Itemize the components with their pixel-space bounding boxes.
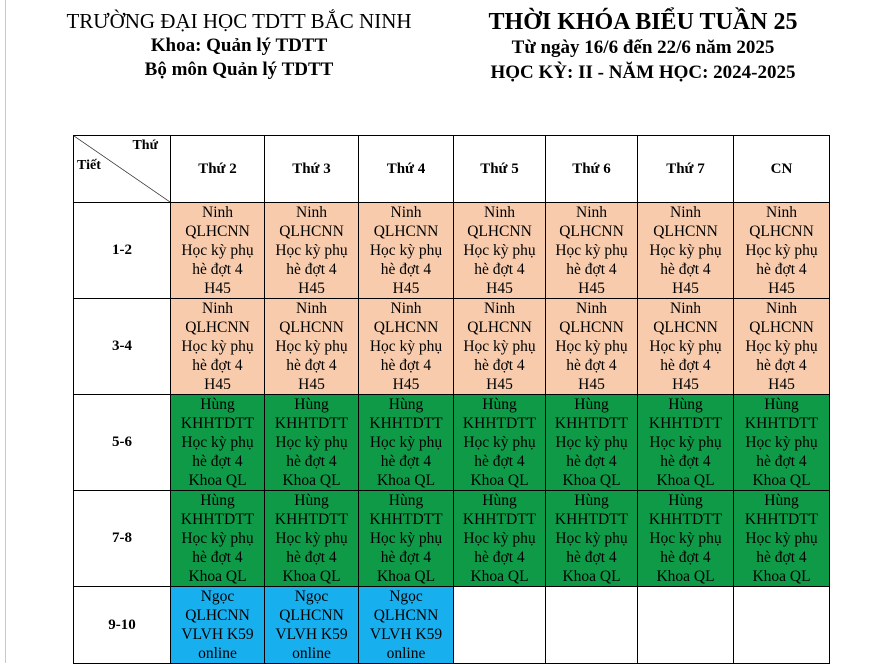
corner-cell xyxy=(74,136,171,203)
empty-cell xyxy=(734,587,830,664)
class-cell-line: Học kỳ phụ xyxy=(463,338,536,355)
class-cell-line: Hùng xyxy=(574,492,609,509)
class-cell-line: hè đợt 4 xyxy=(286,357,337,374)
class-cell-line: KHHTDTT xyxy=(274,415,349,432)
class-cell-line: Học kỳ phụ xyxy=(463,434,536,451)
class-cell-line: Học kỳ phụ xyxy=(463,242,536,259)
class-cell xyxy=(359,299,454,395)
day-header: Thứ 5 xyxy=(454,136,546,203)
day-header: Thứ 3 xyxy=(265,136,359,203)
class-cell-line: QLHCNN xyxy=(653,319,718,336)
class-cell-line: Học kỳ phụ xyxy=(181,434,254,451)
class-cell-line: QLHCNN xyxy=(185,223,250,240)
class-cell-line: KHHTDTT xyxy=(462,511,537,528)
header-left xyxy=(54,8,424,82)
class-cell-line: hè đợt 4 xyxy=(474,549,525,566)
class-cell-line: Ngọc xyxy=(200,588,235,605)
class-cell-line: Học kỳ phụ xyxy=(181,242,254,259)
class-cell-line: Hùng xyxy=(388,396,424,413)
class-cell-line: online xyxy=(292,645,331,662)
class-cell xyxy=(454,299,546,395)
class-cell-line: KHHTDTT xyxy=(462,415,537,432)
class-cell-line: H45 xyxy=(298,280,325,297)
class-cell-line: hè đợt 4 xyxy=(566,453,617,470)
class-cell-line: Học kỳ phụ xyxy=(649,434,722,451)
class-cell-line: QLHCNN xyxy=(279,319,344,336)
class-cell-line: Học kỳ phụ xyxy=(463,530,536,547)
class-cell xyxy=(171,395,265,491)
class-cell xyxy=(171,587,265,664)
class-cell-line: Học kỳ phụ xyxy=(555,530,628,547)
class-cell-line: Khoa QL xyxy=(376,568,436,585)
class-cell-line: H45 xyxy=(486,280,513,297)
class-cell-line: Hùng xyxy=(764,492,799,509)
class-cell-line: Khoa QL xyxy=(282,568,341,585)
period-label: 7-8 xyxy=(74,491,171,587)
date-range: Từ ngày 16/6 đến 22/6 năm 2025 xyxy=(511,37,775,58)
class-cell-line: Hùng xyxy=(764,396,799,413)
class-cell-line: VLVH K59 xyxy=(369,626,443,643)
class-cell-line: Học kỳ phụ xyxy=(369,338,443,355)
class-cell xyxy=(638,299,734,395)
class-cell-line: Hùng xyxy=(668,396,703,413)
class-cell-line: Học kỳ phụ xyxy=(555,242,628,259)
class-cell-line: Học kỳ phụ xyxy=(181,530,254,547)
class-cell-line: hè đợt 4 xyxy=(756,549,807,566)
class-cell xyxy=(359,203,454,299)
class-cell-line: QLHCNN xyxy=(185,319,250,336)
class-cell-line: Ninh xyxy=(766,300,797,317)
class-cell-line: Khoa QL xyxy=(562,472,621,489)
class-cell-line: Khoa QL xyxy=(282,472,341,489)
class-cell-line: H45 xyxy=(486,376,513,393)
class-cell-line: Khoa QL xyxy=(656,568,715,585)
class-cell-line: hè đợt 4 xyxy=(474,453,525,470)
class-cell-line: H45 xyxy=(578,280,605,297)
class-cell xyxy=(546,299,638,395)
timetable-row xyxy=(74,587,830,664)
class-cell xyxy=(265,395,359,491)
class-cell-line: H45 xyxy=(204,376,231,393)
class-cell-line: Học kỳ phụ xyxy=(369,242,443,259)
class-cell-line: Ninh xyxy=(576,300,607,317)
page-edge xyxy=(5,0,6,663)
class-cell-line: Học kỳ phụ xyxy=(181,338,254,355)
class-cell-line: KHHTDTT xyxy=(274,511,349,528)
class-cell-line: KHHTDTT xyxy=(554,415,629,432)
class-cell-line: hè đợt 4 xyxy=(756,261,807,278)
class-cell-line: Khoa QL xyxy=(470,472,529,489)
class-cell xyxy=(265,203,359,299)
class-cell-line: QLHCNN xyxy=(559,319,624,336)
class-cell-line: Ninh xyxy=(670,300,701,317)
class-cell-line: Khoa QL xyxy=(188,472,247,489)
class-cell-line: hè đợt 4 xyxy=(660,549,711,566)
class-cell-line: Khoa QL xyxy=(188,568,247,585)
class-cell-line: Ninh xyxy=(296,300,327,317)
class-cell-line: hè đợt 4 xyxy=(380,453,432,470)
timetable xyxy=(73,135,830,664)
class-cell-line: Khoa QL xyxy=(752,472,811,489)
class-cell-line: Học kỳ phụ xyxy=(649,338,722,355)
class-cell-line: KHHTDTT xyxy=(744,511,819,528)
class-cell-line: Học kỳ phụ xyxy=(369,434,443,451)
class-cell xyxy=(638,203,734,299)
class-cell-line: QLHCNN xyxy=(749,319,814,336)
class-cell-line: VLVH K59 xyxy=(181,626,254,643)
class-cell xyxy=(265,491,359,587)
class-cell-line: KHHTDTT xyxy=(554,511,629,528)
class-cell-line: hè đợt 4 xyxy=(660,261,711,278)
timetable-row xyxy=(74,395,830,491)
class-cell-line: Ninh xyxy=(202,300,233,317)
class-cell xyxy=(265,587,359,664)
class-cell-line: QLHCNN xyxy=(467,319,532,336)
class-cell-line: hè đợt 4 xyxy=(192,549,243,566)
class-cell-line: Học kỳ phụ xyxy=(275,338,348,355)
class-cell-line: Ninh xyxy=(766,204,797,221)
class-cell-line: Hùng xyxy=(294,396,329,413)
class-cell-line: Ngọc xyxy=(294,588,329,605)
class-cell-line: H45 xyxy=(768,280,795,297)
department-name: Bộ môn Quản lý TDTT xyxy=(144,59,334,80)
class-cell xyxy=(546,395,638,491)
class-cell-line: QLHCNN xyxy=(653,223,718,240)
class-cell-line: Khoa QL xyxy=(752,568,811,585)
class-cell-line: Hùng xyxy=(294,492,329,509)
class-cell xyxy=(734,203,830,299)
class-cell-line: Học kỳ phụ xyxy=(555,434,628,451)
class-cell-line: hè đợt 4 xyxy=(192,261,243,278)
class-cell xyxy=(454,491,546,587)
class-cell-line: hè đợt 4 xyxy=(474,261,525,278)
day-header: Thứ 4 xyxy=(359,136,454,203)
class-cell-line: hè đợt 4 xyxy=(380,261,432,278)
class-cell-line: KHHTDTT xyxy=(744,415,819,432)
class-cell-line: hè đợt 4 xyxy=(566,549,617,566)
class-cell xyxy=(171,299,265,395)
class-cell-line: QLHCNN xyxy=(279,607,344,624)
class-cell-line: online xyxy=(198,645,237,662)
class-cell-line: Khoa QL xyxy=(376,472,436,489)
class-cell xyxy=(359,587,454,664)
timetable-row xyxy=(74,203,830,299)
class-cell-line: QLHCNN xyxy=(279,223,344,240)
class-cell-line: Ninh xyxy=(390,300,422,317)
empty-cell xyxy=(546,587,638,664)
class-cell-line: hè đợt 4 xyxy=(474,357,525,374)
class-cell-line: QLHCNN xyxy=(373,607,439,624)
class-cell xyxy=(454,203,546,299)
period-label: 3-4 xyxy=(74,299,171,395)
class-cell-line: Ninh xyxy=(202,204,233,221)
school-name: TRƯỜNG ĐẠI HỌC TDTT BẮC NINH xyxy=(66,9,412,33)
timetable-row xyxy=(74,491,830,587)
class-cell-line: Học kỳ phụ xyxy=(555,338,628,355)
class-cell-line: online xyxy=(386,645,426,662)
class-cell xyxy=(171,491,265,587)
class-cell-line: Hùng xyxy=(200,492,235,509)
class-cell-line: Học kỳ phụ xyxy=(745,530,818,547)
class-cell-line: Hùng xyxy=(482,396,517,413)
period-label: 9-10 xyxy=(74,587,171,664)
day-header: CN xyxy=(734,136,830,203)
day-header: Thứ 7 xyxy=(638,136,734,203)
class-cell-line: hè đợt 4 xyxy=(380,357,432,374)
class-cell xyxy=(638,395,734,491)
faculty-name: Khoa: Quản lý TDTT xyxy=(150,35,328,56)
class-cell-line: Hùng xyxy=(574,396,609,413)
class-cell-line: H45 xyxy=(672,376,699,393)
class-cell-line: Khoa QL xyxy=(562,568,621,585)
class-cell-line: VLVH K59 xyxy=(275,626,348,643)
class-cell xyxy=(638,491,734,587)
class-cell-line: KHHTDTT xyxy=(180,511,255,528)
class-cell-line: H45 xyxy=(672,280,699,297)
class-cell xyxy=(734,395,830,491)
class-cell-line: Hùng xyxy=(482,492,517,509)
class-cell-line: Ninh xyxy=(484,300,515,317)
class-cell-line: Ngọc xyxy=(389,588,423,605)
class-cell-line: KHHTDTT xyxy=(180,415,255,432)
class-cell-line: Ninh xyxy=(390,204,422,221)
class-cell-line: hè đợt 4 xyxy=(192,357,243,374)
class-cell-line: Học kỳ phụ xyxy=(275,242,348,259)
class-cell-line: hè đợt 4 xyxy=(756,453,807,470)
class-cell xyxy=(359,491,454,587)
class-cell-line: Học kỳ phụ xyxy=(745,434,818,451)
class-cell-line: hè đợt 4 xyxy=(660,453,711,470)
class-cell-line: Học kỳ phụ xyxy=(745,242,818,259)
class-cell-line: hè đợt 4 xyxy=(286,453,337,470)
class-cell xyxy=(265,299,359,395)
period-label: 1-2 xyxy=(74,203,171,299)
class-cell-line: hè đợt 4 xyxy=(286,549,337,566)
timetable-row xyxy=(74,299,830,395)
corner-day-label: Thứ xyxy=(132,138,158,153)
class-cell-line: Học kỳ phụ xyxy=(745,338,818,355)
class-cell-line: Ninh xyxy=(484,204,515,221)
class-cell-line: KHHTDTT xyxy=(648,511,723,528)
class-cell-line: H45 xyxy=(392,280,420,297)
class-cell xyxy=(734,299,830,395)
class-cell-line: QLHCNN xyxy=(467,223,532,240)
class-cell-line: hè đợt 4 xyxy=(566,357,617,374)
class-cell-line: H45 xyxy=(768,376,795,393)
header-right xyxy=(450,8,836,86)
class-cell-line: H45 xyxy=(298,376,325,393)
class-cell xyxy=(546,203,638,299)
empty-cell xyxy=(638,587,734,664)
page-title: THỜI KHÓA BIỂU TUẦN 25 xyxy=(488,9,798,35)
class-cell-line: Học kỳ phụ xyxy=(649,530,722,547)
class-cell xyxy=(734,491,830,587)
class-cell-line: Hùng xyxy=(668,492,703,509)
class-cell-line: Hùng xyxy=(200,396,235,413)
class-cell-line: hè đợt 4 xyxy=(756,357,807,374)
class-cell-line: Học kỳ phụ xyxy=(649,242,722,259)
day-header: Thứ 6 xyxy=(546,136,638,203)
class-cell-line: Khoa QL xyxy=(656,472,715,489)
class-cell xyxy=(171,203,265,299)
class-cell-line: Khoa QL xyxy=(470,568,529,585)
class-cell-line: H45 xyxy=(204,280,231,297)
class-cell-line: QLHCNN xyxy=(749,223,814,240)
semester-info: HỌC KỲ: II - NĂM HỌC: 2024-2025 xyxy=(490,62,796,83)
class-cell-line: Ninh xyxy=(576,204,607,221)
class-cell-line: H45 xyxy=(392,376,420,393)
class-cell-line: H45 xyxy=(578,376,605,393)
class-cell-line: hè đợt 4 xyxy=(192,453,243,470)
class-cell-line: KHHTDTT xyxy=(648,415,723,432)
class-cell xyxy=(454,395,546,491)
class-cell-line: Ninh xyxy=(296,204,327,221)
class-cell-line: hè đợt 4 xyxy=(660,357,711,374)
class-cell-line: Học kỳ phụ xyxy=(369,530,443,547)
class-cell-line: Ninh xyxy=(670,204,701,221)
class-cell-line: Học kỳ phụ xyxy=(275,434,348,451)
class-cell-line: KHHTDTT xyxy=(369,511,443,528)
day-header: Thứ 2 xyxy=(171,136,265,203)
class-cell xyxy=(546,491,638,587)
day-header-row xyxy=(74,136,830,203)
class-cell-line: hè đợt 4 xyxy=(566,261,617,278)
class-cell-line: QLHCNN xyxy=(559,223,624,240)
class-cell-line: hè đợt 4 xyxy=(380,549,432,566)
class-cell-line: Hùng xyxy=(388,492,424,509)
class-cell-line: QLHCNN xyxy=(373,319,439,336)
class-cell xyxy=(359,395,454,491)
class-cell-line: Học kỳ phụ xyxy=(275,530,348,547)
class-cell-line: hè đợt 4 xyxy=(286,261,337,278)
class-cell-line: QLHCNN xyxy=(373,223,439,240)
class-cell-line: KHHTDTT xyxy=(369,415,443,432)
corner-period-label: Tiết xyxy=(77,158,101,173)
empty-cell xyxy=(454,587,546,664)
period-label: 5-6 xyxy=(74,395,171,491)
class-cell-line: QLHCNN xyxy=(185,607,250,624)
